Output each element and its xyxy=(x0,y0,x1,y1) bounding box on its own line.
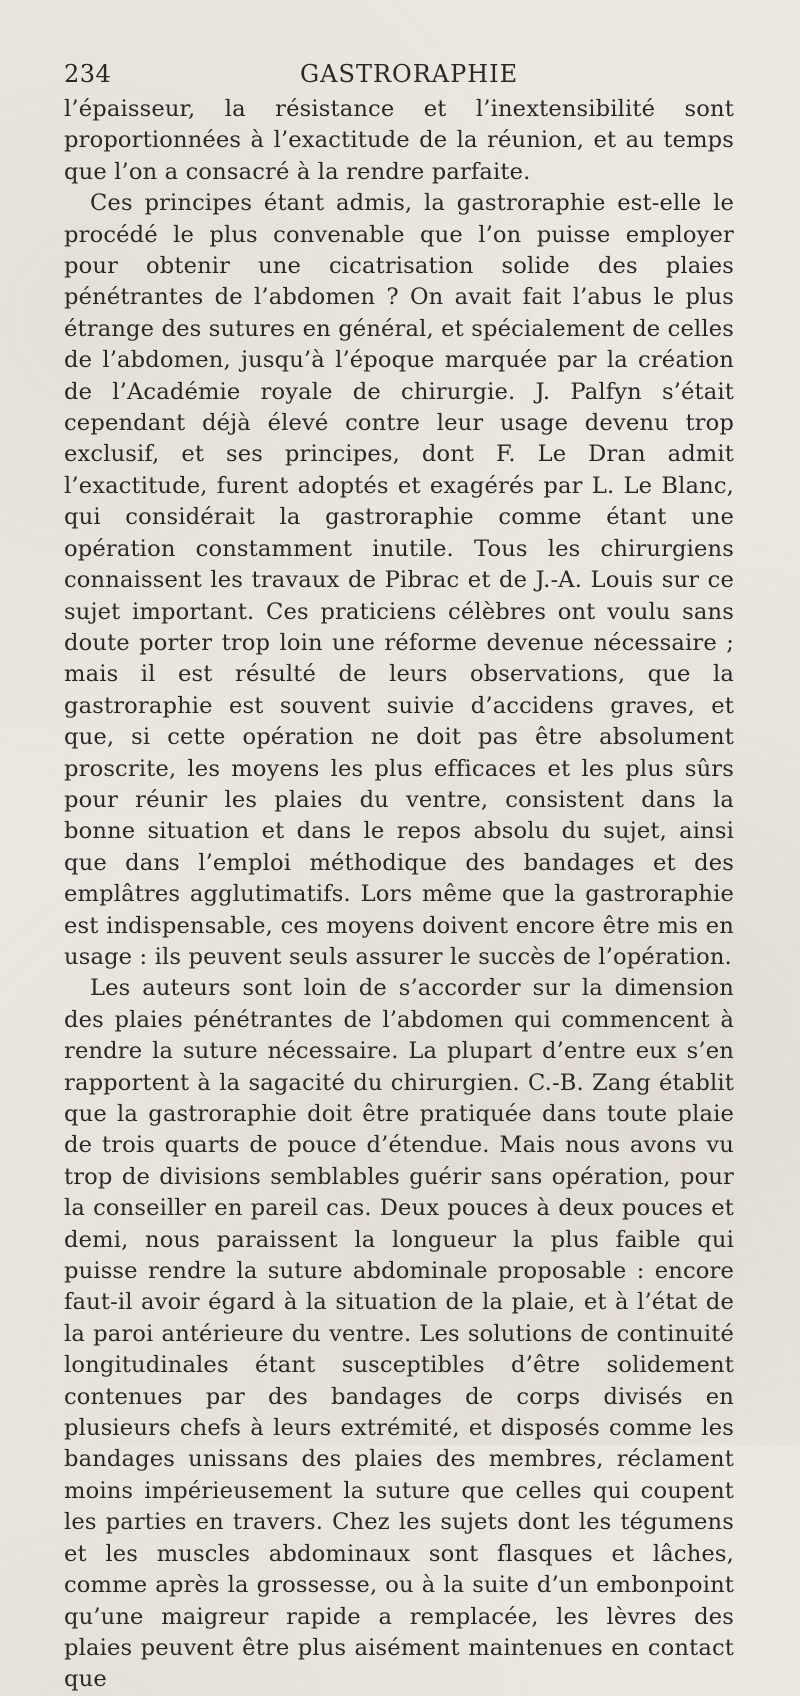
paragraph-2: Ces principes étant admis, la gastroraphie est-elle le procédé le plus convenable que l’on puisse employer pour obtenir une cicatrisation solide des plaies pénétrantes de l’abdomen ? On avait fait l’abus le plus étrange des sutures en général, et spécialement de celles de l’abdomen, jusqu’à l’époque marquée par la création de l’Académie royale de chirurgie. J. Palfyn s’était cependant déjà élevé contre leur usage devenu trop exclusif, et ses principes, dont F. Le Dran admit l’exactitude, furent adoptés et exagérés par L. Le Blanc, qui considérait la gastroraphie comme étant une opération constamment inutile. Tous les chirurgiens connaissent les travaux de Pibrac et de J.-A. Louis sur ce sujet important. Ces praticiens célèbres ont voulu sans doute porter trop loin une réforme devenue nécessaire ; mais il est résulté de leurs observations, que la gastroraphie est souvent suivie d’accidens graves, et que, si cette opération ne doit pas être absolument proscrite, les moyens les plus efficaces et les plus sûrs pour réunir les plaies du ventre, consistent dans la bonne situation et dans le repos absolu du sujet, ainsi que dans l’emploi méthodique des bandages et des emplâtres agglutimatifs. Lors même que la gastroraphie est indispensable, ces moyens doivent encore être mis en usage : ils peuvent seuls assurer le succès de l’opération. xyxy=(64,190,734,970)
page-number: 234 xyxy=(64,60,112,88)
paragraph-3: Les auteurs sont loin de s’accorder sur la dimension des plaies pénétrantes de l’abdomen qui commencent à rendre la suture nécessaire. La plupart d’entre eux s’en rapportent à la sagacité du chirurgien. C.-B. Zang établit que la gastroraphie doit être pratiquée dans toute plaie de trois quarts de pouce d’étendue. Mais nous avons vu trop de divisions semblables guérir sans opération, pour la conseiller en pareil cas. Deux pouces à deux pouces et demi, nous paraissent la longueur la plus faible qui puisse rendre la suture abdominale proposable : encore faut-il avoir égard à la situation de la plaie, et à l’état de la paroi antérieure du ventre. Les solutions de continuité longitudinales étant susceptibles d’être solidement contenues par des bandages de corps divisés en plusieurs chefs à leurs extrémité, et disposés comme les bandages unissans des plaies des membres, réclament moins impérieusement la suture que celles qui coupent les parties en travers. Chez les sujets dont les tégumens et les muscles abdominaux sont flasques et lâches, comme après la grossesse, ou à la suite d’un embonpoint qu’une maigreur rapide a remplacée, les lèvres des plaies peuvent être plus aisément maintenues en contact que xyxy=(64,975,734,1693)
paragraph-1: l’épaisseur, la résistance et l’inextensibilité sont proportionnées à l’exactitude de la réunion, et au temps que l’on a consacré à la rendre parfaite. xyxy=(64,96,734,185)
page-header xyxy=(64,58,734,94)
running-title: GASTRORAPHIE xyxy=(300,60,519,88)
book-page xyxy=(64,58,734,1696)
body-text xyxy=(64,94,734,1696)
